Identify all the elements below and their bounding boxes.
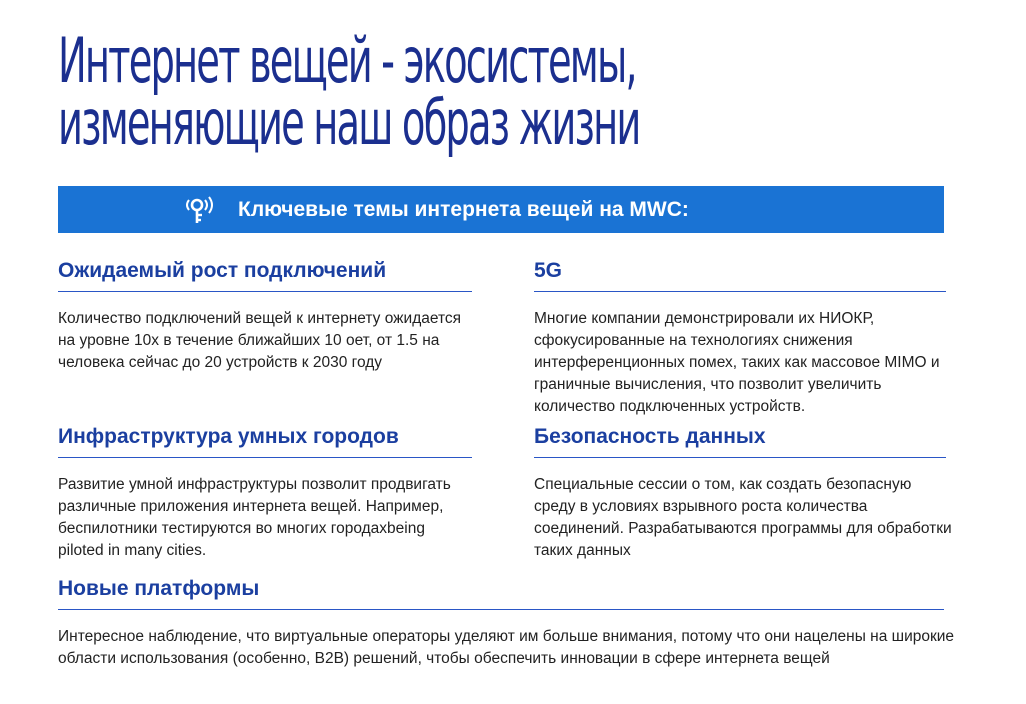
section-heading: Новые платформы <box>58 577 260 600</box>
section-divider <box>58 457 472 458</box>
page-title <box>58 24 640 159</box>
section-heading: Ожидаемый рост подключений <box>58 259 387 282</box>
section-divider <box>58 291 472 292</box>
section-divider <box>534 457 946 458</box>
key-signal-icon <box>182 195 216 225</box>
section-heading: Безопасность данных <box>534 425 766 448</box>
section-divider <box>534 291 946 292</box>
section-smart-city-infrastructure <box>58 424 472 562</box>
section-body: Специальные сессии о том, как создать безопасную среду в условиях взрывного роста количества соединений. Разрабатываются программы для обработки таких данных <box>534 476 952 559</box>
section-connection-growth <box>58 258 472 374</box>
section-body: Развитие умной инфраструктуры позволит продвигать различные приложения интернета вещей. Например, беспилотники тестируются во многих городахbeing piloted in many cities. <box>58 476 451 559</box>
topics-banner <box>58 186 944 233</box>
page-title-line-1: Интернет вещей - экосистемы, <box>58 24 636 97</box>
page-title-line-2: изменяющие наш образ жизни <box>58 86 640 159</box>
section-heading: 5G <box>534 259 563 282</box>
section-divider <box>58 609 944 610</box>
section-data-security <box>534 424 952 562</box>
banner-title: Ключевые темы интернета вещей на MWC: <box>238 198 689 221</box>
section-heading: Инфраструктура умных городов <box>58 425 399 448</box>
section-new-platforms <box>58 576 955 670</box>
section-5g <box>534 258 946 418</box>
section-body: Количество подключений вещей к интернету ожидается на уровне 10х в течение ближайших 10 оет, от 1.5 на человека сейчас до 20 устройств к 2030 году <box>58 310 462 371</box>
section-body: Интересное наблюдение, что виртуальные операторы уделяют им больше внимания, потому что они нацелены на широкие области использования (особенно, В2В) решений, чтобы обеспечить инновации в сфере интернета вещей <box>58 628 955 667</box>
section-body: Многие компании демонстрировали их НИОКР, сфокусированные на технологиях снижения интерференционных помех, таких как массовое MIMO и граничные вычисления, что позволит увеличить количество подключенных устройств. <box>534 310 940 415</box>
